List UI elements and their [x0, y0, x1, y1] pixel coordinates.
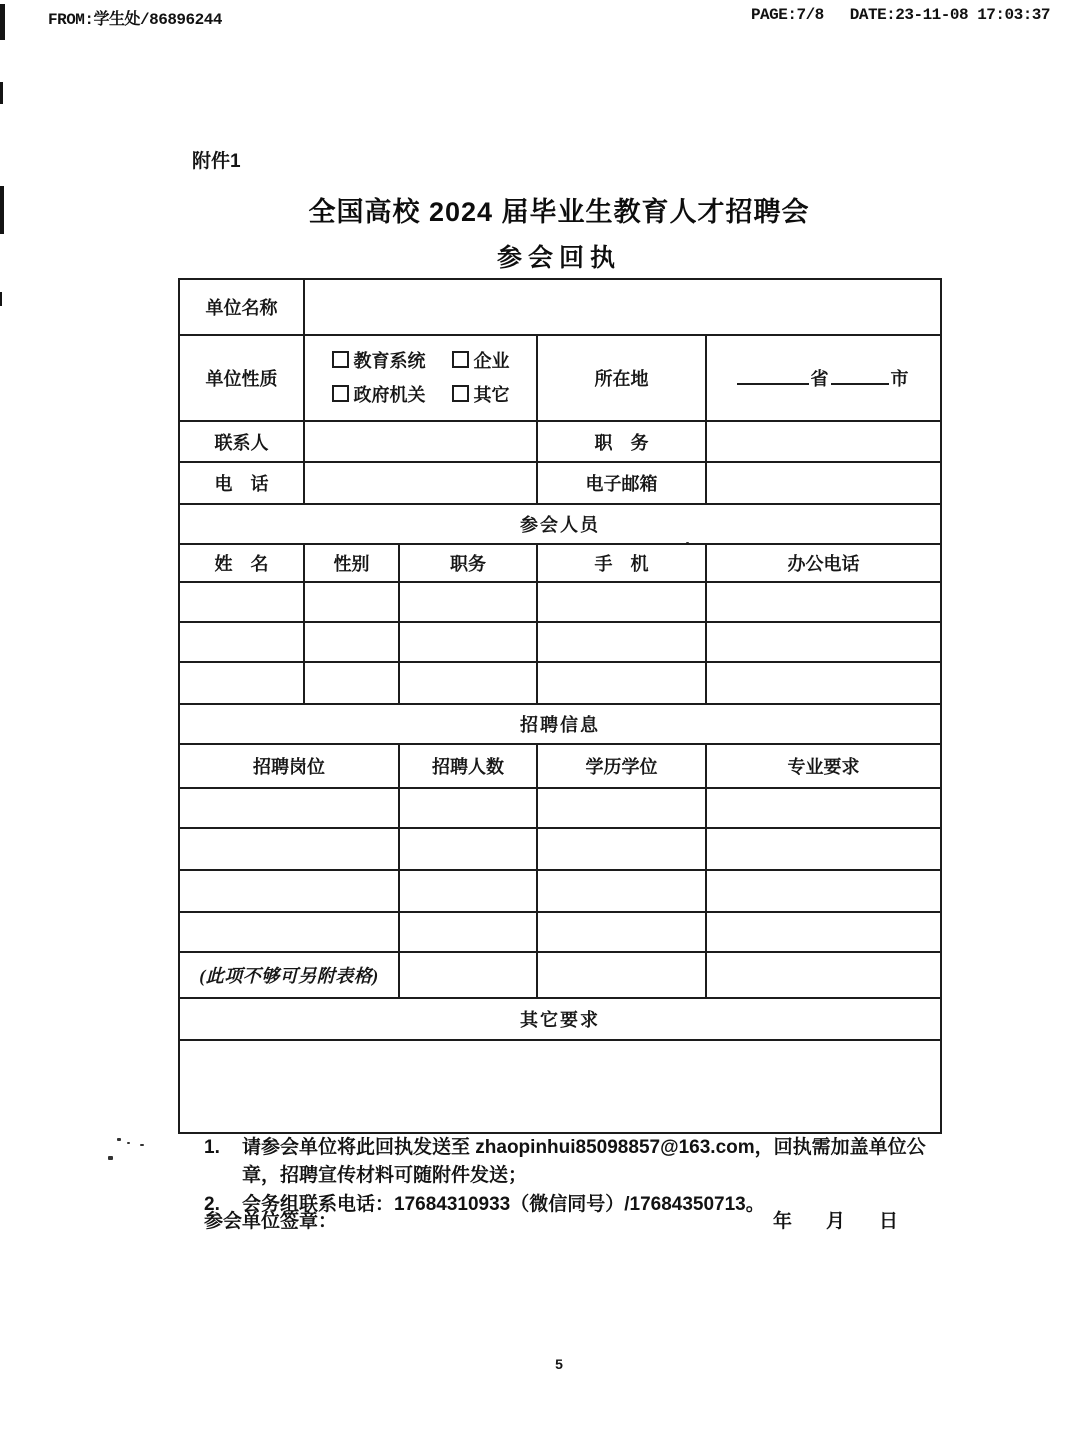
empty-cell: [537, 912, 706, 952]
fax-date: DATE:23-11-08 17:03:37: [849, 6, 1050, 24]
attendee-empty-row: [179, 582, 941, 622]
contact-input-cell: [304, 421, 537, 462]
signature-label: 参会单位签章：: [204, 1211, 338, 1232]
col-header-mobile: 手 机: [537, 544, 706, 582]
empty-cell: [304, 582, 399, 622]
empty-cell: [706, 912, 941, 952]
location-input-cell: [706, 335, 941, 421]
row-recruitment-section: [179, 704, 941, 744]
empty-cell: [537, 582, 706, 622]
recruitment-empty-row: [179, 788, 941, 828]
note-1: [204, 1134, 926, 1189]
empty-cell: [537, 870, 706, 912]
recruitment-section-title: 招聘信息: [179, 704, 941, 744]
signature-row: [204, 1206, 926, 1233]
document-title: 全国高校 2024 届毕业生教育人才招聘会: [308, 197, 810, 227]
fax-page-date: [751, 6, 1050, 24]
col-header-office-phone: 办公电话: [706, 544, 941, 582]
checkbox-icon: [452, 351, 469, 368]
phone-input-cell: [304, 462, 537, 504]
attendees-section-title: 参会人员: [179, 504, 941, 544]
empty-cell: [706, 828, 941, 870]
empty-cell: [537, 952, 706, 998]
day-label: 日: [878, 1211, 898, 1232]
scan-edge-mark: [0, 292, 2, 306]
recruitment-empty-row: [179, 870, 941, 912]
empty-cell: [179, 662, 304, 704]
unit-nature-options-cell: [304, 335, 537, 421]
note-number: 2.: [204, 1194, 220, 1216]
recruitment-empty-row: [179, 828, 941, 870]
position-label: 职 务: [537, 421, 706, 462]
other-requirements-input-row: [179, 1040, 941, 1133]
empty-cell: [399, 582, 537, 622]
empty-cell: [537, 622, 706, 662]
col-header-headcount: 招聘人数: [399, 744, 537, 788]
contact-label: 联系人: [179, 421, 304, 462]
empty-cell: [179, 828, 399, 870]
empty-cell: [399, 662, 537, 704]
checkbox-icon: [332, 385, 349, 402]
empty-cell: [179, 788, 399, 828]
col-header-position: 职务: [399, 544, 537, 582]
scan-edge-mark: [0, 186, 4, 234]
empty-cell: [399, 788, 537, 828]
city-suffix: 市: [890, 369, 909, 389]
province-blank-line: [737, 368, 809, 385]
checkbox-label: 教育系统: [353, 350, 426, 371]
attachment-label: 附件1: [192, 151, 241, 172]
col-header-gender: 性别: [304, 544, 399, 582]
scan-edge-mark: [0, 4, 5, 40]
attendees-header-row: [179, 544, 941, 582]
checkbox-label: 政府机关: [353, 385, 426, 405]
pen-speck: [108, 1156, 113, 1160]
row-unit-name: [179, 279, 941, 335]
pen-speck: [127, 1142, 130, 1144]
location-label: 所在地: [537, 335, 706, 421]
checkbox-other: [452, 378, 510, 412]
empty-cell: [179, 870, 399, 912]
empty-cell: [179, 582, 304, 622]
other-requirements-input-cell: [179, 1040, 941, 1133]
empty-cell: [706, 952, 941, 998]
email-label: 电子邮箱: [537, 462, 706, 504]
reply-form-table: [178, 278, 942, 1134]
row-attendees-section: [179, 504, 941, 544]
empty-cell: [537, 788, 706, 828]
fax-page-indicator: PAGE:7/8: [750, 6, 824, 24]
checkbox-icon: [452, 385, 469, 402]
empty-cell: [304, 622, 399, 662]
position-input-cell: [706, 421, 941, 462]
date-fields: [773, 1206, 926, 1233]
empty-cell: [399, 870, 537, 912]
attendee-empty-row: [179, 622, 941, 662]
recruitment-empty-row: [179, 912, 941, 952]
col-header-name: 姓 名: [179, 544, 304, 582]
pen-speck: [117, 1138, 121, 1141]
row-phone: [179, 462, 941, 504]
empty-cell: [399, 952, 537, 998]
document-subtitle: 参会回执: [496, 244, 621, 272]
empty-cell: [706, 662, 941, 704]
col-header-degree: 学历学位: [537, 744, 706, 788]
row-other-requirements: [179, 998, 941, 1040]
phone-label: 电 话: [179, 462, 304, 504]
recruitment-note: (此项不够可另附表格): [179, 952, 399, 998]
empty-cell: [706, 870, 941, 912]
empty-cell: [399, 912, 537, 952]
col-header-job: 招聘岗位: [179, 744, 399, 788]
note-text: 会务组联系电话：17684310933（微信同号）/17684350713。: [242, 1194, 765, 1216]
empty-cell: [399, 828, 537, 870]
page-number: 5: [555, 1356, 563, 1372]
checkbox-education-system: [332, 344, 426, 378]
checkbox-government: [332, 378, 426, 412]
checkbox-label: 企业: [473, 350, 510, 371]
empty-cell: [399, 622, 537, 662]
recruitment-note-row: [179, 952, 941, 998]
empty-cell: [304, 662, 399, 704]
empty-cell: [706, 622, 941, 662]
checkbox-label: 其它: [473, 385, 510, 405]
unit-nature-label: 单位性质: [179, 335, 304, 421]
year-label: 年: [772, 1211, 792, 1232]
province-suffix: 省: [810, 369, 829, 389]
note-number: 1.: [204, 1137, 220, 1158]
empty-cell: [179, 912, 399, 952]
email-input-cell: [706, 462, 941, 504]
row-contact: [179, 421, 941, 462]
checkbox-icon: [332, 351, 349, 368]
unit-name-input-cell: [304, 279, 941, 335]
fax-from-line: FROM:学生处/86896244: [48, 11, 222, 29]
checkbox-enterprise: [452, 344, 510, 378]
recruitment-header-row: [179, 744, 941, 788]
note-text: 请参会单位将此回执发送至 zhaopinhui85098857@163.com，回执需加盖单位公章，招聘宣传材料可随附件发送；: [242, 1137, 926, 1186]
city-blank-line: [831, 368, 889, 385]
empty-cell: [706, 788, 941, 828]
empty-cell: [706, 582, 941, 622]
scan-edge-mark: [0, 82, 3, 104]
empty-cell: [537, 662, 706, 704]
other-requirements-title: 其它要求: [179, 998, 941, 1040]
empty-cell: [179, 622, 304, 662]
empty-cell: [537, 828, 706, 870]
attendee-empty-row: [179, 662, 941, 704]
col-header-major: 专业要求: [706, 744, 941, 788]
month-label: 月: [825, 1211, 845, 1232]
row-unit-nature: [179, 335, 941, 421]
pen-speck: [140, 1144, 144, 1146]
unit-name-label: 单位名称: [179, 279, 304, 335]
